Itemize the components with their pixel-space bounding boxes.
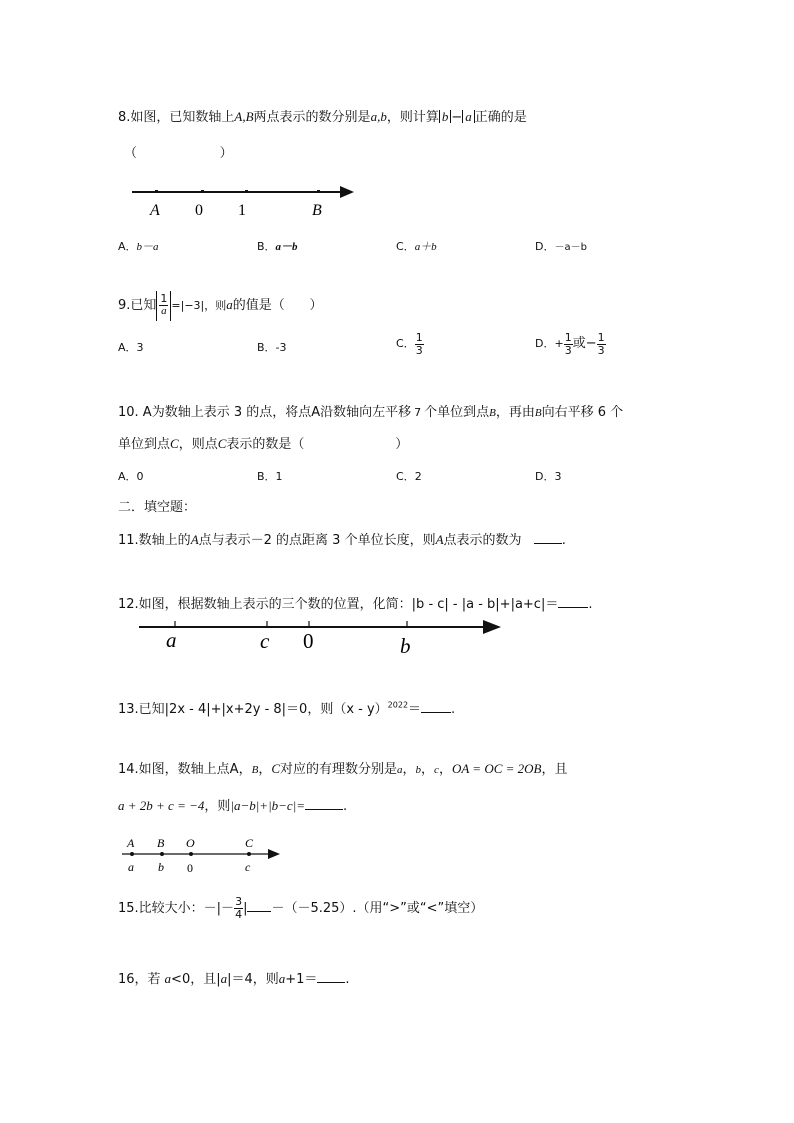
q14-line2-expr: |a−b|+|b−c|= [230,798,306,813]
q14-axis-label-0-bottom: 0 [187,861,193,875]
q14-line1: 14.如图，数轴上点A，B，C对应的有理数分别是a，b，c，OA = OC = 2OB，且 [118,761,568,777]
q9-suffix: 的值是（ ） [232,298,323,313]
q10-option-d[interactable] [535,471,561,482]
q9-option-a[interactable] [118,342,144,353]
q14-answer-blank[interactable] [305,797,343,810]
q10-option-d-letter: D． [535,470,555,483]
q10-pt-c2: C [217,436,227,451]
q9-option-d-num: 1 [564,330,572,344]
q12-number-line [135,616,510,658]
q15-num: 3 [235,895,243,909]
q12-text: 12.如图，根据数轴上表示的三个数的位置，化简：|b - c| - |a - b|+|a+c|＝ [118,597,559,612]
q12-answer-blank[interactable] [558,595,588,608]
q9-option-c-den: 3 [415,343,423,357]
q13-stem [118,700,455,716]
q9-option-a-letter: A． [118,341,137,354]
q15-a: 15.比较大小：－|－ [118,901,235,916]
q10-option-b-expr: 1 [275,470,283,483]
q10-option-b[interactable] [257,471,283,482]
section-fill-in-title: 二．填空题： [118,500,197,515]
q9-option-c[interactable] [396,330,424,358]
q16-stem [118,970,350,986]
q14-comma: ， [258,762,272,777]
q14-relation: OA = OC = 2OB [451,761,542,776]
q8-option-a[interactable] [118,241,159,253]
q10-line1-c: ，再由 [495,405,535,420]
q14-var-b: b [415,764,422,776]
q10-option-c-letter: C． [396,470,415,483]
q8-points: A,B [234,109,254,124]
q16-var: a [164,971,172,986]
q9-fraction [159,293,168,317]
q9-option-b-expr: -3 [275,341,287,354]
q12-d: . [588,597,593,612]
q16-var2: a [220,971,228,986]
q14-axis-label-c-bottom: c [245,860,251,874]
q8-option-a-expr: b－a [136,241,159,253]
q16-b: <0，且| [171,972,221,987]
q14-axis-label-a-top: A [127,836,135,850]
q14-axis-label-a-bottom: a [128,860,134,874]
q10-line1-d: 向右平移 6 个 [541,405,624,420]
q14-var-a: a [397,764,403,776]
q8-option-d-expr: －a－b [554,242,587,253]
q9-option-d-mid: 或− [572,336,597,351]
q14-line2-b: ，则 [204,799,231,814]
q16-var3: a [278,971,286,986]
q16-a: 16，若 [118,972,161,987]
q9-frac-num: 1 [160,291,168,305]
q8-option-d[interactable] [535,241,587,253]
q8-number-line [120,180,370,222]
q8-suffix: 正确的是 [474,110,527,125]
q12-axis-label-0: 0 [303,629,314,653]
q8-axis-label-a: A [150,202,160,219]
q10-pt-b: B [489,407,496,419]
q9-option-d-num2: 1 [597,330,605,344]
q11-stem [118,531,566,547]
q11-a: 11.数轴上的 [118,533,191,548]
q9-option-a-expr: 3 [136,341,144,354]
q8-paren: （ ） [124,146,233,161]
q15-stem [118,894,483,924]
q14-line1-a: 14.如图，数轴上点A， [118,762,252,777]
q9-var: a [226,297,233,312]
q8-option-b-expr: a－b [275,241,298,253]
q15-c: －（－5.25）.（用“>”或“<”填空） [271,901,484,916]
q8-option-b[interactable] [257,241,298,253]
q9-option-c-letter: C． [396,337,415,350]
q14-line1-c: ，且 [541,762,568,777]
q14-line1-b: 对应的有理数分别是 [280,762,398,777]
q10-option-d-expr: 3 [554,470,562,483]
q15-answer-blank[interactable] [247,899,271,912]
q8-vals: a,b [370,109,387,124]
q10-option-a-letter: A． [118,470,137,483]
q16-c: |＝4，则 [227,972,279,987]
q10-option-c-expr: 2 [414,470,422,483]
q9-stem [118,290,323,321]
q8-axis-label-1: 1 [238,202,246,219]
q12-stem [118,595,592,611]
q9-option-d-den2: 3 [597,343,605,357]
q15-b: | [243,901,248,916]
q9-frac-den: a [161,304,167,317]
q10-option-a-expr: 0 [136,470,144,483]
q14-axis-label-b-top: B [157,836,165,850]
q16-d: +1＝ [285,972,318,987]
q9-option-c-num: 1 [415,330,423,344]
q14-axis-label-o-top: O [186,836,195,850]
q11-answer-blank[interactable] [534,531,562,544]
q10-option-b-letter: B． [257,470,276,483]
q8-mid2: ，则计算 [386,110,439,125]
q11-d: . [561,533,566,548]
q10-line2-c: 表示的数是（ ） [226,437,409,452]
q8-option-c-letter: C． [396,240,415,253]
q9-abs-frac [156,291,171,321]
q8-option-a-letter: A． [118,240,137,253]
q12-axis-label-b: b [400,634,411,658]
q15-fraction [234,896,243,920]
q10-option-a[interactable] [118,471,144,482]
q8-option-d-letter: D． [535,240,555,253]
q10-line1 [118,406,623,419]
q14-line2-a: a + 2b + c = −4 [118,798,205,813]
q16-answer-blank[interactable] [317,970,345,983]
q12-axis-label-c: c [260,629,270,653]
q10-line2-b: ，则点 [178,437,218,452]
q9-mid: =|−3|，则 [171,299,227,312]
q9-option-d-fraction-1 [564,332,573,356]
q8-mid: 两点表示的数分别是 [253,110,371,125]
q8-prefix: 8.如图，已知数轴上 [118,110,235,125]
q14-line2-c: . [343,799,348,814]
q14-line2 [118,797,347,813]
q14-axis-label-c-top: C [245,836,254,850]
q10-line1-num: 7 [414,406,422,419]
q9-option-d[interactable] [535,330,606,358]
q9-option-c-fraction [415,332,424,356]
q9-option-d-letter: D． [535,337,555,350]
q8-axis-label-0: 0 [195,202,203,219]
q13-exp: 2022 [387,700,409,710]
q10-pt-b2: B [534,407,542,419]
q9-prefix: 9.已知 [118,298,157,313]
q15-den: 4 [235,908,243,921]
q9-option-d-den: 3 [564,343,572,357]
q14-axis-label-b-bottom: b [158,860,164,874]
q13-b: ＝ [408,702,422,717]
q14-number-line [118,834,288,878]
q10-line2-a: 单位到点 [118,437,171,452]
q8-option-c[interactable] [396,241,437,253]
q11-c: 点表示的数为 [443,533,522,548]
q10-pt-c: C [170,436,179,451]
q8-abs-b: b [439,110,452,123]
q8-stem: 8.如图，已知数轴上A,B两点表示的数分别是a,b，则计算 b − a 正确的是 [118,109,527,125]
q11-pt2: A [435,532,444,547]
q11-b: 点与表示－2 的点距离 3 个单位长度，则 [198,533,436,548]
q9-option-b-letter: B． [257,341,276,354]
q13-a: 13.已知|2x - 4|+|x+2y - 8|＝0，则（x - y） [118,702,388,717]
q9-option-d-pre: + [554,337,564,350]
q14-pt-b: B [251,764,259,776]
q8-option-b-letter: B． [257,240,276,253]
q9-option-b[interactable] [257,342,287,353]
q10-line1-text: 10. A为数轴上表示 3 的点，将点A沿数轴向左平移 [118,405,412,420]
q14-pt-c: C [271,761,280,776]
q8-option-c-expr: a＋b [414,241,437,253]
q13-c: . [451,702,456,717]
q10-line2 [118,437,408,451]
q11-pt: A [190,532,199,547]
q12-axis-label-a: a [166,628,177,652]
q14-var-c: c [434,764,439,776]
q16-e: . [345,972,350,987]
q8-abs-a: a [462,110,475,123]
q10-option-c[interactable] [396,471,422,482]
q10-line1-b: 个单位到点 [424,405,490,420]
q13-answer-blank[interactable] [421,700,451,713]
q8-axis-label-b: B [312,202,322,219]
q9-option-d-fraction-2 [597,332,606,356]
